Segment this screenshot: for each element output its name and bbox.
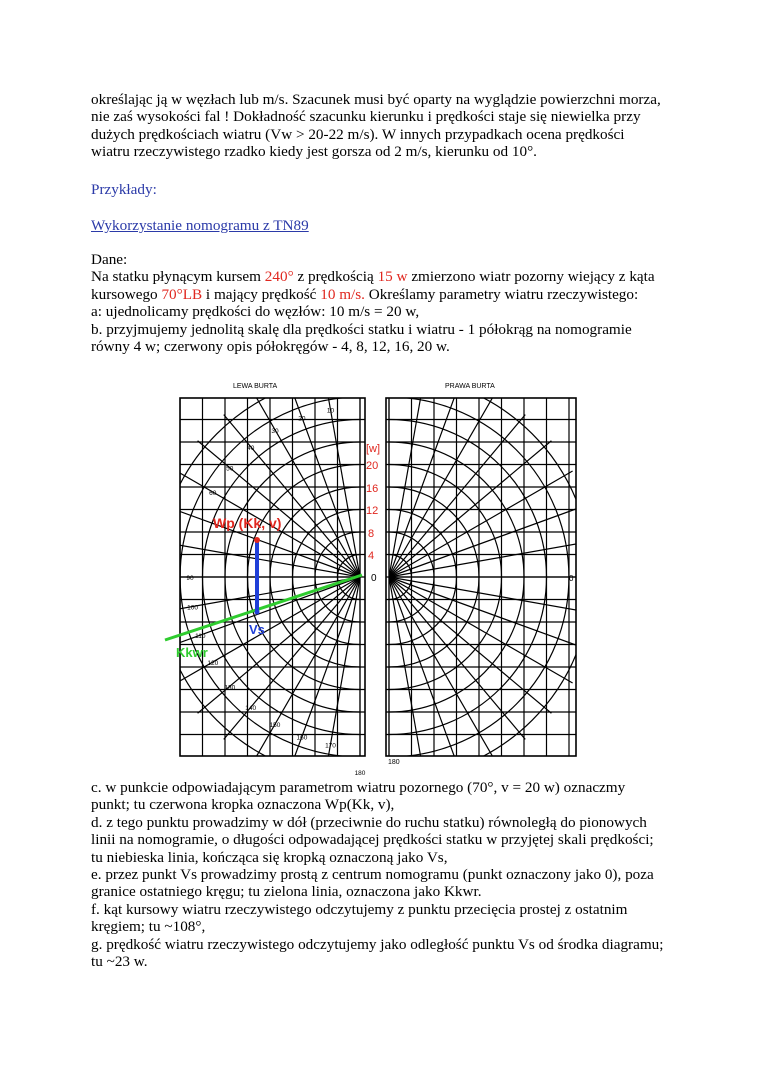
intro-line: określając ją w węzłach lub m/s. Szacunek musi być oparty na wyglądzie powierzchni morza,: [91, 91, 661, 108]
speed-scale-label: 4: [368, 550, 375, 562]
angle-label: 110: [195, 633, 206, 641]
wp-label: Wp (Kk, v): [213, 515, 282, 531]
examples-heading: Przykłady:: [91, 181, 157, 198]
intro-line: wiatru rzeczywistego rzadko kiedy jest gorsza od 2 m/s, kierunku od 10°.: [91, 143, 537, 161]
step-line: c. w punkcie odpowiadającym parametrom wiatru pozornego (70°, v = 20 w) oznaczmy: [91, 779, 626, 796]
intro-line: nie zaś wysokości fal ! Dokładność szacunku kierunku i prędkości staje się niewielka przy: [91, 108, 641, 126]
given-item: a: ujednolicamy prędkości do węzłów: 10 m/s = 20 w,: [91, 303, 420, 321]
angle-label: 50: [226, 465, 234, 473]
angle-label: 160: [296, 734, 308, 742]
angle-label: 100: [187, 604, 199, 612]
wind-speed-value: 10 m/s.: [320, 285, 365, 303]
given-item: równy 4 w; czerwony opis półokręgów - 4, 8, 12, 16, 20 w.: [91, 338, 450, 356]
step-line: e. przez punkt Vs prowadzimy prostą z centrum nomogramu (punkt oznaczony jako 0), poza: [91, 866, 654, 884]
angle-label: 140: [245, 705, 257, 713]
speed-scale-label: 12: [366, 505, 379, 517]
given-label: Dane:: [91, 251, 128, 268]
step-line: granice ostatniego kręgu; tu zielona linia, oznaczona jako Kkwr.: [91, 883, 482, 901]
right-bottom-label: 180: [388, 759, 400, 766]
speed-scale-label: 20: [366, 460, 379, 472]
right-zero-label: 0: [569, 574, 574, 583]
angle-label: 150: [269, 722, 281, 730]
step-line: linii na nomogramie, o długości odpowadającej prędkości statku w przyjętej skali prędkości;: [91, 831, 654, 849]
wp-point: [254, 537, 260, 543]
speed-scale-label: 8: [368, 528, 375, 540]
right-board-title: PRAWA BURTA: [445, 383, 495, 390]
course-value: 240°: [264, 268, 294, 286]
angle-label: 130: [224, 684, 236, 692]
left-board-title: LEWA BURTA: [233, 383, 278, 390]
step-line: g. prędkość wiatru rzeczywistego odczytujemy jako odległość punktu Vs od środka diagramu;: [91, 935, 664, 953]
given-line-2: kursowego 70°LB i mający prędkość 10 m/s. Określamy parametry wiatru rzeczywistego:: [91, 285, 639, 303]
section-link[interactable]: Wykorzystanie nomogramu z TN89: [91, 217, 309, 234]
angle-label: 20: [298, 415, 306, 423]
angle-label: 30: [271, 427, 279, 435]
angle-label: 10: [326, 407, 335, 415]
speed-scale-label: 16: [366, 483, 379, 495]
step-line: d. z tego punktu prowadzimy w dół (przeciwnie do ruchu statku) równoległą do pionowych: [91, 813, 647, 831]
wind-angle-value: 70°LB: [161, 285, 203, 303]
ship-speed-value: 15 w: [377, 268, 408, 286]
angle-label: 90: [186, 575, 194, 582]
step-line: f. kąt kursowy wiatru rzeczywistego odczytujemy z punktu przecięcia prostej z ostatnim: [91, 900, 628, 918]
step-line: kręgiem; tu ~108°,: [91, 918, 206, 936]
unit-label: [w]: [366, 443, 381, 455]
angle-label: 60: [209, 490, 217, 497]
kkwr-label: Kkwr: [176, 645, 208, 660]
step-line: tu niebieska linia, kończąca się kropką oznaczoną jako Vs,: [91, 848, 448, 866]
angle-label: 120: [207, 660, 219, 667]
angle-label: 180: [354, 770, 366, 777]
speed-scale-label: 0: [371, 573, 377, 584]
given-item: b. przyjmujemy jednolitą skalę dla prędkości statku i wiatru - 1 półokrąg na nomogramie: [91, 320, 632, 338]
given-line-1: Na statku płynącym kursem 240° z prędkością 15 w zmierzono wiatr pozorny wiejący z kąta: [91, 268, 655, 286]
vs-point: [255, 610, 260, 615]
intro-line: dużych prędkościach wiatru (Vw > 20-22 m/s). W innych przypadkach ocena prędkości: [91, 125, 625, 143]
step-line: punkt; tu czerwona kropka oznaczona Wp(Kk, v),: [91, 796, 395, 814]
angle-label: 170: [325, 742, 336, 750]
angle-label: 40: [247, 444, 255, 452]
step-line: tu ~23 w.: [91, 953, 148, 971]
steps-block: [91, 779, 663, 970]
vs-label: Vs: [249, 622, 265, 637]
